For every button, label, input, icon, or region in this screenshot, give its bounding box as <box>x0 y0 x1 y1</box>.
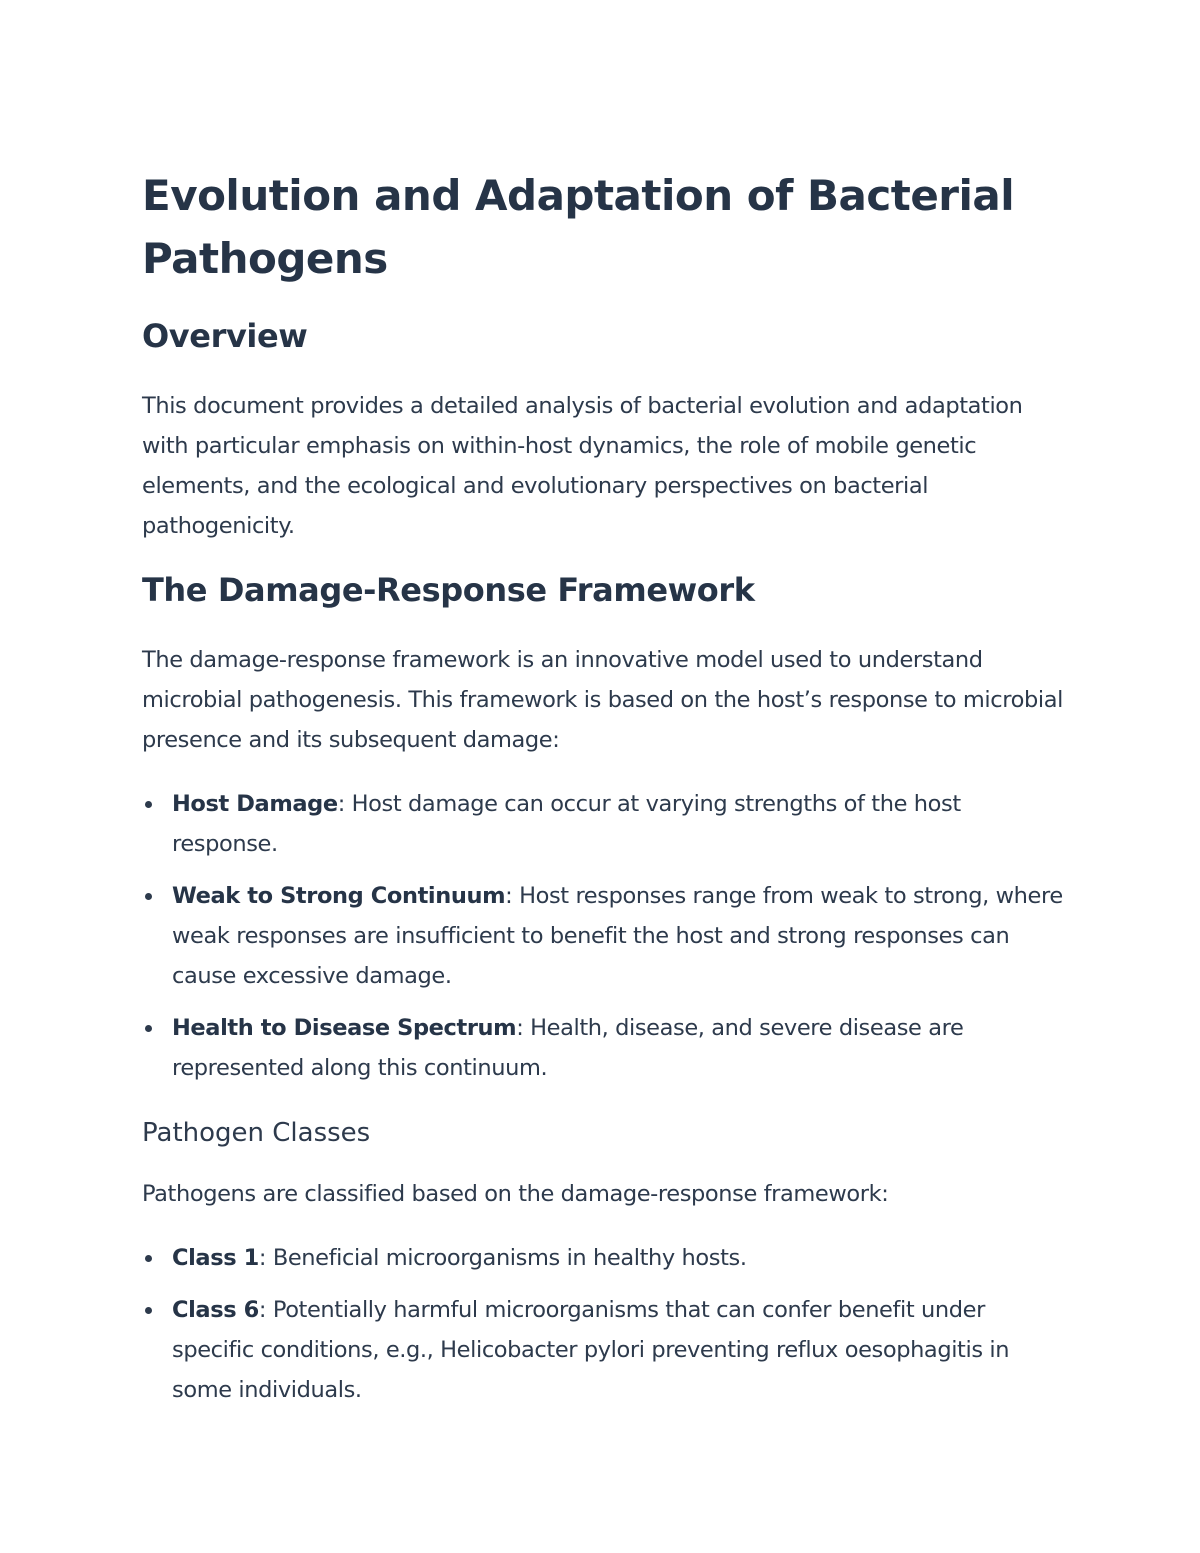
classes-paragraph: Pathogens are classified based on the damage-response framework: <box>142 1181 889 1207</box>
overview-section <box>142 316 1067 546</box>
list-item-term: Weak to Strong Continuum <box>172 883 506 909</box>
list-item <box>142 1290 1067 1410</box>
list-item-term: Class 1 <box>172 1245 259 1271</box>
framework-heading: The Damage-Response Framework <box>142 571 755 609</box>
framework-section <box>142 570 1067 1088</box>
list-item-text: : Beneficial microorganisms in healthy hosts. <box>258 1245 747 1271</box>
list-item-text: : Health, disease, and severe disease are represented along this continuum. <box>172 1015 964 1081</box>
bullet-icon <box>145 1025 152 1032</box>
classes-list <box>142 1238 1067 1410</box>
bullet-icon <box>145 1255 152 1262</box>
document-title: Evolution and Adaptation of Bacterial Pathogens <box>142 171 1015 283</box>
framework-paragraph: The damage-response framework is an innovative model used to understand microbial pathogenesis. This framework is based on the host’s response to microbial presence and its subsequent damage: <box>142 647 1063 753</box>
framework-list <box>142 784 1067 1088</box>
overview-paragraph: This document provides a detailed analysis of bacterial evolution and adaptation with particular emphasis on within-host dynamics, the role of mobile genetic elements, and the ecological and evolutionary perspectives on bacterial pathogenicity. <box>142 393 1023 539</box>
list-item <box>142 784 1067 864</box>
overview-heading: Overview <box>142 317 308 355</box>
list-item-text: : Host responses range from weak to strong, where weak responses are insufficient to benefit the host and strong responses can cause excessive damage. <box>172 883 1063 989</box>
classes-section <box>142 1116 1067 1410</box>
bullet-icon <box>145 1307 152 1314</box>
classes-heading: Pathogen Classes <box>142 1118 371 1148</box>
bullet-icon <box>145 801 152 808</box>
list-item-term: Host Damage <box>172 791 338 817</box>
bullet-icon <box>145 893 152 900</box>
document-page <box>142 164 1067 1438</box>
list-item <box>142 1238 1067 1278</box>
list-item-text: : Host damage can occur at varying strengths of the host response. <box>172 791 961 857</box>
list-item <box>142 1008 1067 1088</box>
list-item-text: : Potentially harmful microorganisms that can confer benefit under specific conditions, e.g., Helicobacter pylori preventing reflux oesophagitis in some individuals. <box>172 1297 1010 1403</box>
list-item-term: Class 6 <box>172 1297 259 1323</box>
list-item <box>142 876 1067 996</box>
list-item-term: Health to Disease Spectrum <box>172 1015 517 1041</box>
